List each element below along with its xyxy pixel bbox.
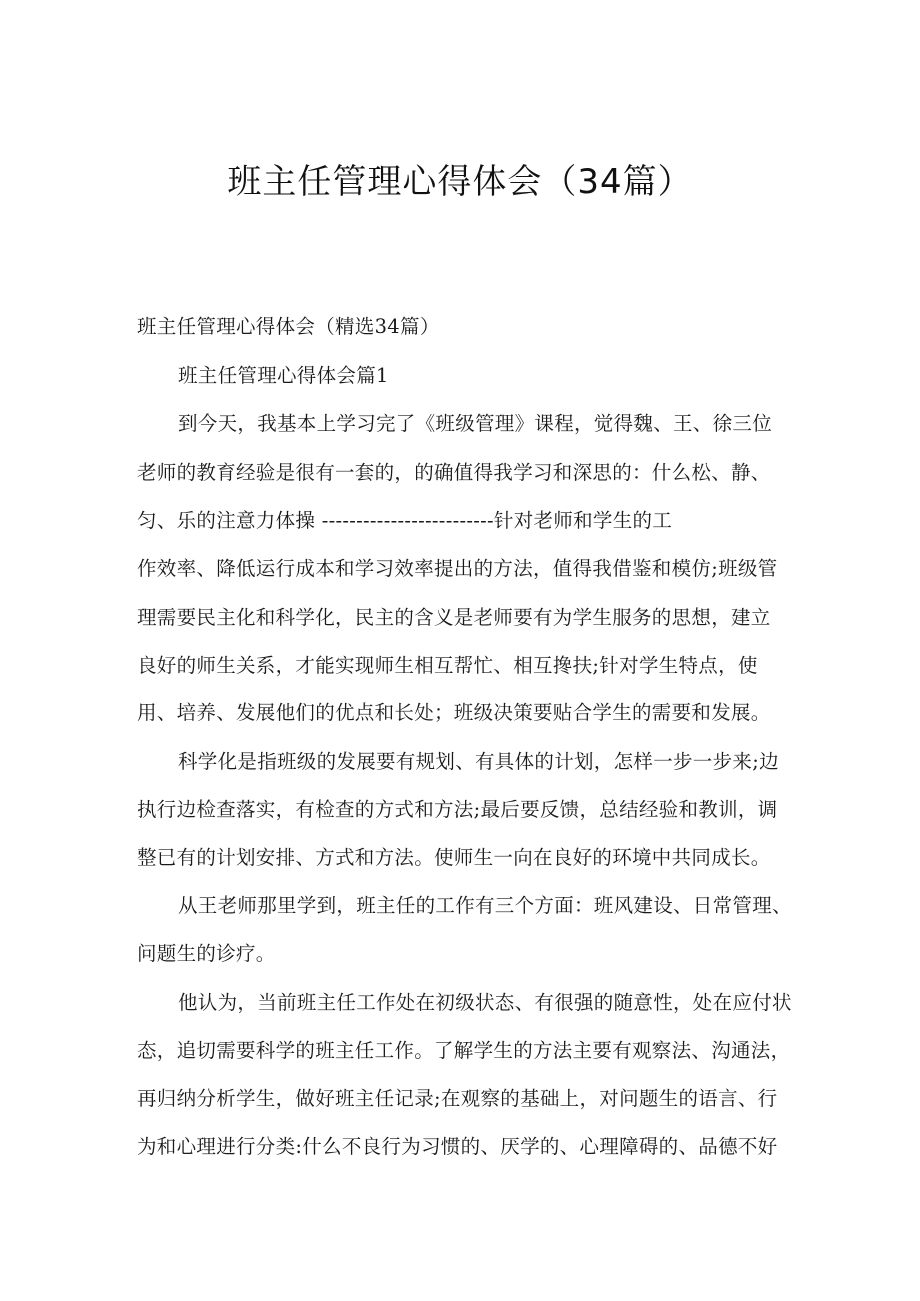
paragraph-line: 匀、乐的注意力体操 -------------------------针对老师和学生的工 [137,509,673,532]
paragraph-line: 理需要民主化和科学化，民主的含义是老师要有为学生服务的思想，建立 [137,606,771,629]
paragraph-line: 再归纳分析学生，做好班主任记录;在观察的基础上，对问题生的语言、行 [137,1087,778,1110]
section-heading: 班主任管理心得体会篇1 [178,364,389,387]
paragraph-line: 态，追切需要科学的班主任工作。了解学生的方法主要有观察法、沟通法， [137,1039,791,1062]
document-title: 班主任管理心得体会（34篇） [227,162,693,202]
paragraph-line: 问题生的诊疗。 [137,942,276,965]
paragraph-line: 整已有的计划安排、方式和方法。使师生一向在良好的环境中共同成长。 [137,846,771,869]
paragraph-line: 科学化是指班级的发展要有规划、有具体的计划，怎样一步一步来;边 [178,750,779,773]
paragraph-line: 为和心理进行分类:什么不良行为习惯的、厌学的、心理障碍的、品德不好 [137,1135,778,1158]
paragraph-line: 作效率、降低运行成本和学习效率提出的方法，值得我借鉴和模仿;班级管 [137,557,778,580]
paragraph-line: 到今天，我基本上学习完了《班级管理》课程，觉得魏、王、徐三位 [178,412,773,435]
paragraph-line: 良好的师生关系，才能实现师生相互帮忙、相互搀扶;针对学生特点，使 [137,654,758,677]
paragraph-line: 从王老师那里学到，班主任的工作有三个方面：班风建设、日常管理、 [178,894,792,917]
paragraph-line: 老师的教育经验是很有一套的，的确值得我学习和深思的：什么松、静、 [137,461,771,484]
paragraph-line: 执行边检查落实，有检查的方式和方法;最后要反馈，总结经验和教训，调 [137,798,778,821]
paragraph-line: 他认为，当前班主任工作处在初级状态、有很强的随意性，处在应付状 [178,991,792,1014]
document-subtitle: 班主任管理心得体会（精选34篇） [137,315,440,338]
paragraph-line: 用、培养、发展他们的优点和长处；班级决策要贴合学生的需要和发展。 [137,701,771,724]
